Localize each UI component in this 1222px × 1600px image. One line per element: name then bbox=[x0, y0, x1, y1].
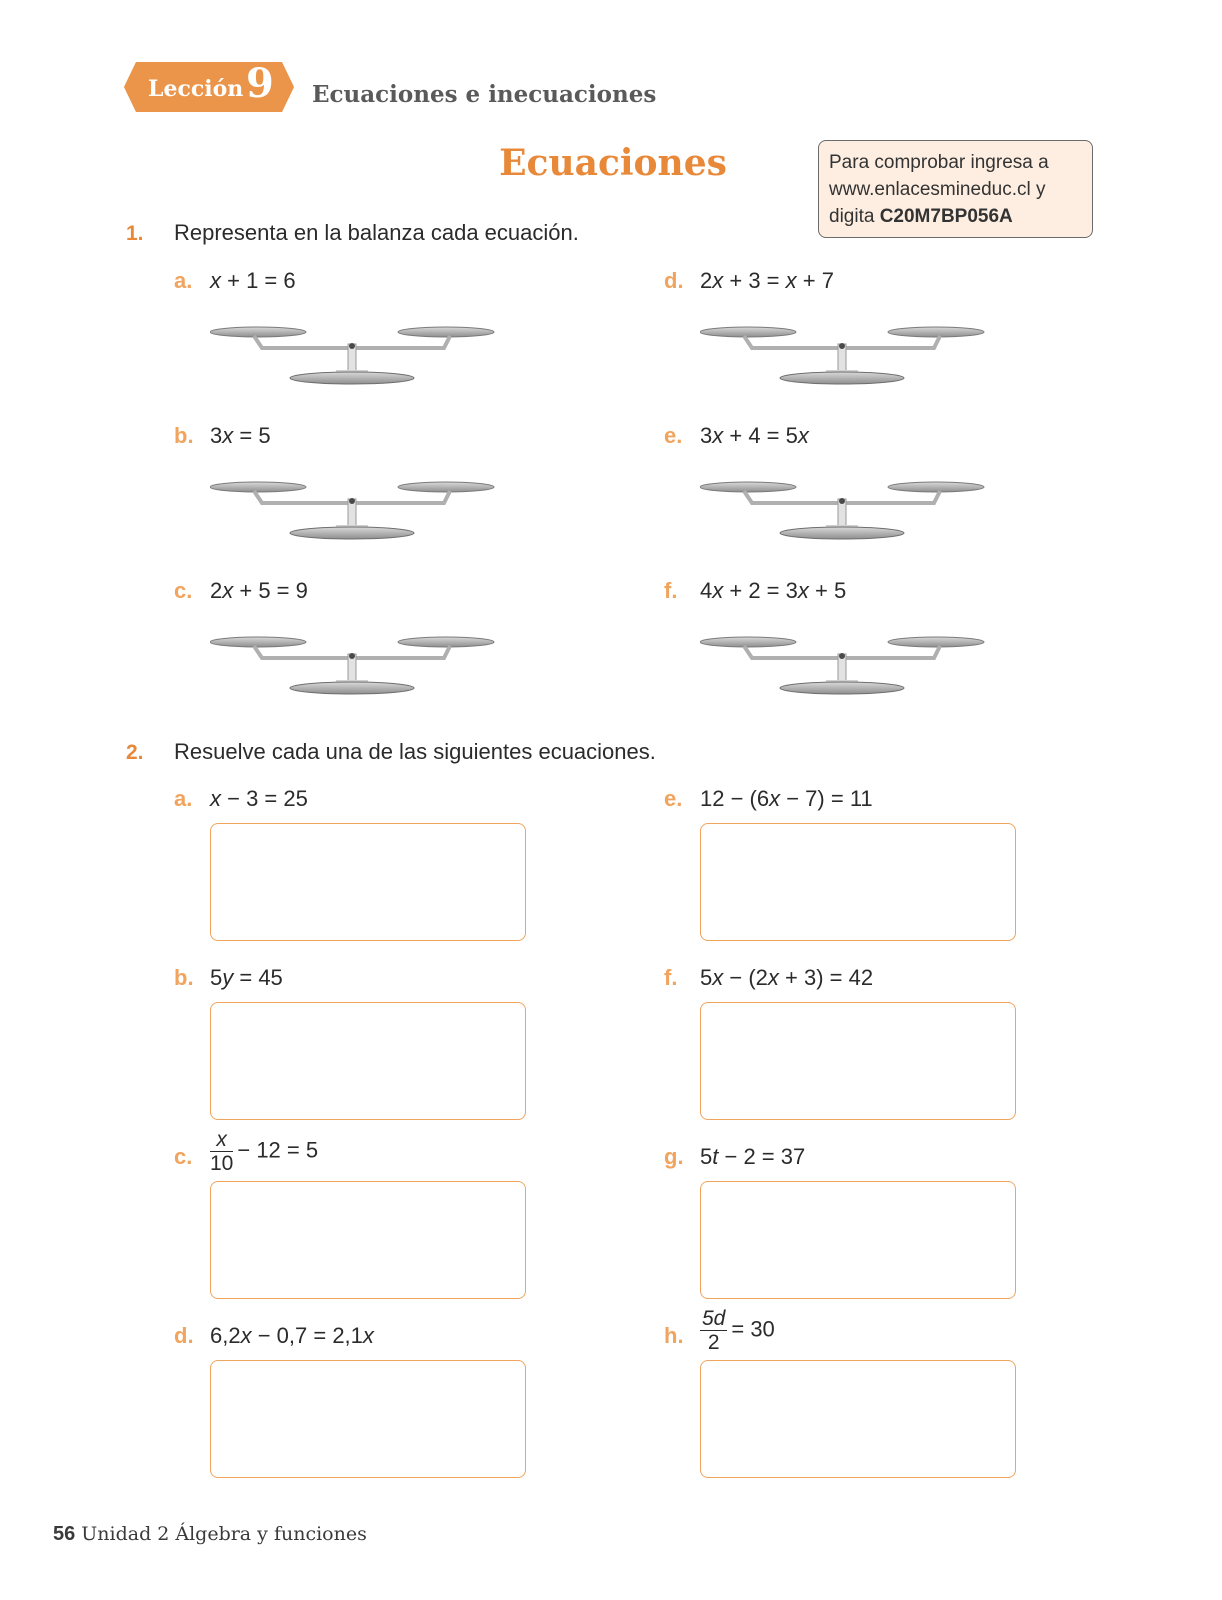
q2-item-equation: x − 3 = 25 bbox=[210, 786, 308, 811]
q2-item-equation: 12 − (6x − 7) = 11 bbox=[700, 786, 873, 811]
fraction: $\frac{x}{10}$ bbox=[210, 1128, 234, 1175]
question-1-text: Representa en la balanza cada ecuación. bbox=[174, 220, 579, 245]
q1-item-letter: f. bbox=[664, 578, 678, 603]
page-footer bbox=[53, 1523, 367, 1546]
q1-item-equation: 4x + 2 = 3x + 5 bbox=[700, 578, 847, 603]
answer-box[interactable] bbox=[700, 823, 1016, 941]
q2-item-equation: $\frac{x}{10}$ − 12 = 5 bbox=[210, 1128, 319, 1175]
q2-item-equation: 5y = 45 bbox=[210, 965, 283, 990]
lesson-tag bbox=[124, 62, 294, 112]
lesson-word: Lección bbox=[148, 76, 244, 102]
answer-box[interactable] bbox=[700, 1181, 1016, 1299]
balance-scale[interactable] bbox=[700, 324, 990, 388]
q2-item-letter: d. bbox=[174, 1323, 194, 1348]
lesson-number: 9 bbox=[246, 60, 274, 107]
q1-item-letter: a. bbox=[174, 268, 193, 293]
answer-box[interactable] bbox=[210, 1181, 526, 1299]
q1-item-equation: 2x + 3 = x + 7 bbox=[700, 268, 834, 293]
balance-scale[interactable] bbox=[210, 634, 500, 698]
answer-box[interactable] bbox=[210, 1360, 526, 1478]
page-number: 56 bbox=[53, 1523, 76, 1545]
q1-item-equation: 2x + 5 = 9 bbox=[210, 578, 308, 603]
q2-item-letter: f. bbox=[664, 965, 678, 990]
question-2-text: Resuelve cada una de las siguientes ecuaciones. bbox=[174, 739, 656, 764]
q1-item-letter: e. bbox=[664, 423, 683, 448]
q2-item-letter: g. bbox=[664, 1144, 684, 1169]
answer-box[interactable] bbox=[700, 1002, 1016, 1120]
balance-scale[interactable] bbox=[210, 324, 500, 388]
check-info-line: Para comprobar ingresa a bbox=[829, 152, 1049, 173]
question-1-number: 1. bbox=[126, 222, 144, 245]
q2-item-letter: e. bbox=[664, 786, 683, 811]
question-2-number: 2. bbox=[126, 741, 144, 764]
q2-item-letter: a. bbox=[174, 786, 193, 811]
check-info-box bbox=[818, 140, 1093, 238]
q2-item-letter: b. bbox=[174, 965, 194, 990]
q2-item-equation: 5x − (2x + 3) = 42 bbox=[700, 965, 874, 990]
check-info-link[interactable]: www.enlacesmineduc.cl y bbox=[829, 179, 1046, 200]
q1-item-equation: x + 1 = 6 bbox=[210, 268, 296, 293]
q2-item-equation: $\frac{5d}{2}$ = 30 bbox=[702, 1307, 775, 1354]
answer-box[interactable] bbox=[700, 1360, 1016, 1478]
q2-item-letter: h. bbox=[664, 1323, 684, 1348]
q2-item-letter: c. bbox=[174, 1144, 193, 1169]
balance-scale[interactable] bbox=[210, 479, 500, 543]
unit-label: Unidad 2 bbox=[81, 1523, 170, 1545]
q1-item-letter: c. bbox=[174, 578, 193, 603]
answer-box[interactable] bbox=[210, 1002, 526, 1120]
q1-item-equation: 3x + 4 = 5x bbox=[700, 423, 809, 448]
q1-item-letter: d. bbox=[664, 268, 684, 293]
answer-box[interactable] bbox=[210, 823, 526, 941]
balance-scale[interactable] bbox=[700, 634, 990, 698]
page-title: Ecuaciones bbox=[499, 142, 727, 184]
q1-item-equation: 3x = 5 bbox=[210, 423, 271, 448]
q2-item-equation: 5t − 2 = 37 bbox=[700, 1144, 806, 1169]
q2-item-equation: 6,2x − 0,7 = 2,1x bbox=[210, 1323, 374, 1348]
balance-scale[interactable] bbox=[700, 479, 990, 543]
check-info-code-line: digita C20M7BP056A bbox=[829, 206, 1013, 227]
lesson-title: Ecuaciones e inecuaciones bbox=[312, 81, 657, 108]
fraction: $\frac{5d}{2}$ bbox=[702, 1307, 726, 1354]
unit-title: Álgebra y funciones bbox=[175, 1523, 367, 1545]
q1-item-letter: b. bbox=[174, 423, 194, 448]
check-code: C20M7BP056A bbox=[879, 206, 1013, 227]
